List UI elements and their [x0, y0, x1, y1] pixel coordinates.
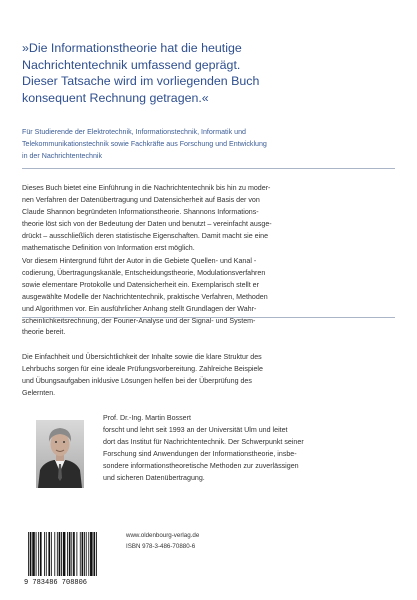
author-photo	[36, 420, 84, 488]
author-name: Prof. Dr.-Ing. Martin Bossert	[103, 414, 191, 422]
quote-line: »Die Informationstheorie hat die heutige	[22, 41, 242, 55]
body-line: und Algorithmen vor. Ein ausführlicher Anhang stellt Grundlagen der Wahr-	[22, 304, 257, 313]
body-line: nen Verfahren der Datenübertragung und Datensicherheit auf Basis der von	[22, 195, 260, 204]
body-line: Gelernten.	[22, 388, 56, 397]
author-line: dort das Institut für Nachrichtentechnik. Der Schwerpunkt seiner	[103, 437, 304, 446]
author-line: und sicheren Datenübertragung.	[103, 473, 205, 482]
body-paragraph-2	[22, 256, 398, 339]
author-portrait-icon	[36, 420, 84, 488]
audience-line: Für Studierende der Elektrotechnik, Informationstechnik, Informatik und	[22, 128, 246, 136]
publisher-info	[126, 531, 199, 552]
audience-line: Telekommunikationstechnik sowie Fachkräfte aus Forschung und Entwicklung	[22, 139, 267, 148]
quote-line: konsequent Rechnung getragen.«	[22, 90, 209, 105]
body-line: drückt – ausschließlich deren statistische Eigenschaften. Damit macht sie eine	[22, 231, 269, 240]
body-line: und Übungsaufgaben inklusive Lösungen helfen bei der Überprüfung des	[22, 376, 252, 385]
author-line: Forschung sind Anwendungen der Informationstheorie, insbe-	[103, 449, 297, 458]
pull-quote	[22, 40, 402, 106]
isbn-barcode	[22, 530, 118, 588]
author-line: forscht und lehrt seit 1993 an der Universität Ulm und leitet	[103, 425, 288, 434]
body-line: Dieses Buch bietet eine Einführung in die Nachrichtentechnik bis hin zu moder-	[22, 184, 271, 192]
publisher-url: www.oldenbourg-verlag.de	[126, 532, 200, 539]
audience-text	[22, 127, 402, 162]
body-line: scheinlichkeitsrechnung, der Fourier-Analyse und der Signal- und System-	[22, 316, 256, 325]
body-line: Vor diesem Hintergrund führt der Autor in die Gebiete Quellen- und Kanal -	[22, 257, 257, 265]
body-line: Die Einfachheit und Übersichtlichkeit der Inhalte sowie die klare Struktur des	[22, 353, 262, 361]
isbn-number: ISBN 978-3-486-70880-6	[126, 542, 196, 550]
body-line: theorie löst sich von der Bedeutung der Daten und benutzt – vereinfacht ausge-	[22, 219, 272, 228]
quote-line: Nachrichtentechnik umfassend geprägt.	[22, 57, 241, 72]
barcode-icon	[22, 530, 118, 588]
body-line: mathematische Definition von Information erst möglich.	[22, 243, 195, 252]
body-line: sowie elementare Protokolle und Datensicherheit ein. Exemplarisch stellt er	[22, 280, 259, 289]
quote-line: Dieser Tatsache wird im vorliegenden Buch	[22, 74, 260, 89]
divider	[22, 317, 395, 318]
body-paragraph-3	[22, 352, 398, 400]
body-line: codierung, Übertragungskanäle, Entscheidungstheorie, Modulationsverfahren	[22, 268, 266, 277]
barcode-number: 9 783486 708806	[24, 579, 88, 587]
divider	[22, 168, 395, 169]
author-bio	[103, 413, 403, 484]
body-line: Lehrbuchs sorgen für eine ideale Prüfungsvorbereitung. Zahlreiche Beispiele	[22, 364, 263, 373]
body-line: Claude Shannon begründeten Informationstheorie. Shannons Informations-	[22, 207, 259, 216]
body-paragraph-1	[22, 183, 398, 254]
body-line: ausgewählte Modelle der Nachrichtentechnik, praktische Verfahren, Methoden	[22, 292, 268, 301]
audience-line: in der Nachrichtentechnik	[22, 151, 103, 160]
author-line: sondere informationstheoretische Methoden zur zuverlässigen	[103, 461, 299, 470]
body-line: theorie bereit.	[22, 328, 66, 337]
